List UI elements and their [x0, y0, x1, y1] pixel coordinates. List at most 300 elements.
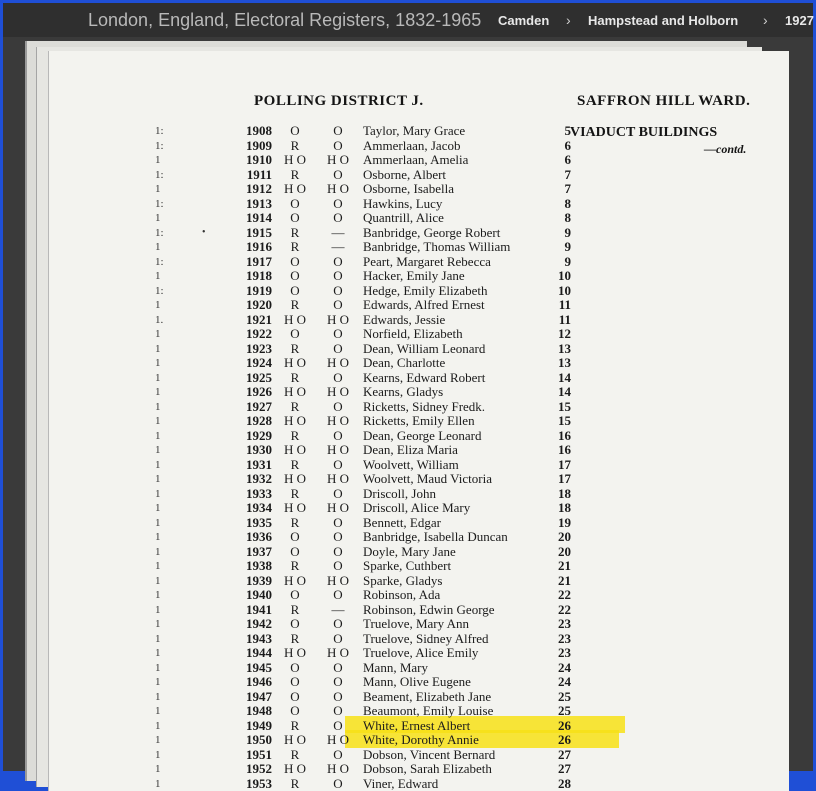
register-row [49, 733, 789, 748]
elector-name: Kearns, Edward Robert [363, 371, 485, 385]
qualification-2: O [321, 284, 355, 298]
elector-name: Woolvett, Maud Victoria [363, 472, 492, 486]
house-number: 17 [549, 472, 571, 486]
margin-mark: 1 [155, 632, 161, 646]
qualification-2: H O [321, 501, 355, 515]
elector-number: 1921 [236, 313, 272, 327]
margin-mark: 1 [155, 211, 161, 225]
top-bar [3, 3, 813, 37]
register-row [49, 632, 789, 647]
elector-number: 1940 [236, 588, 272, 602]
qualification-1: R [281, 777, 309, 791]
qualification-1: O [281, 327, 309, 341]
elector-number: 1912 [236, 182, 272, 196]
elector-name: Banbridge, Thomas William [363, 240, 510, 254]
register-row [49, 356, 789, 371]
elector-number: 1945 [236, 661, 272, 675]
qualification-2: O [321, 342, 355, 356]
house-number: 15 [549, 414, 571, 428]
house-number: 10 [549, 269, 571, 283]
viewer-frame [3, 3, 813, 771]
elector-name: Bennett, Edgar [363, 516, 441, 530]
qualification-1: O [281, 690, 309, 704]
house-number: 8 [549, 211, 571, 225]
margin-mark: 1 [155, 559, 161, 573]
elector-name: Taylor, Mary Grace [363, 124, 465, 138]
elector-name: White, Dorothy Annie [363, 733, 479, 747]
ward-header: SAFFRON HILL WARD. [577, 93, 750, 110]
qualification-2: O [321, 588, 355, 602]
elector-number: 1948 [236, 704, 272, 718]
elector-name: Ricketts, Sidney Fredk. [363, 400, 485, 414]
register-row [49, 690, 789, 705]
register-row [49, 719, 789, 734]
qualification-2: O [321, 748, 355, 762]
margin-mark: 1 [155, 777, 161, 791]
register-row [49, 646, 789, 661]
elector-number: 1919 [236, 284, 272, 298]
qualification-1: H O [281, 356, 309, 370]
register-row [49, 574, 789, 589]
elector-name: Woolvett, William [363, 458, 459, 472]
qualification-2: O [321, 429, 355, 443]
image-viewer[interactable] [3, 37, 813, 771]
margin-mark: 1 [155, 356, 161, 370]
elector-name: Truelove, Mary Ann [363, 617, 469, 631]
qualification-1: O [281, 661, 309, 675]
register-row [49, 530, 789, 545]
house-number: 9 [549, 226, 571, 240]
margin-mark: 1 [155, 516, 161, 530]
house-number: 20 [549, 530, 571, 544]
margin-mark: 1 [155, 530, 161, 544]
register-row [49, 313, 789, 328]
register-row [49, 298, 789, 313]
elector-number: 1918 [236, 269, 272, 283]
elector-number: 1947 [236, 690, 272, 704]
house-number: 25 [549, 704, 571, 718]
elector-name: Dobson, Vincent Bernard [363, 748, 495, 762]
qualification-2: O [321, 139, 355, 153]
elector-number: 1925 [236, 371, 272, 385]
register-row [49, 472, 789, 487]
elector-number: 1936 [236, 530, 272, 544]
elector-number: 1938 [236, 559, 272, 573]
house-number: 9 [549, 240, 571, 254]
house-number: 7 [549, 168, 571, 182]
qualification-1: H O [281, 385, 309, 399]
qualification-2: O [321, 327, 355, 341]
elector-name: Edwards, Jessie [363, 313, 445, 327]
qualification-2: H O [321, 153, 355, 167]
register-row [49, 226, 789, 241]
qualification-1: R [281, 168, 309, 182]
qualification-1: R [281, 516, 309, 530]
register-row [49, 240, 789, 255]
margin-mark: 1 [155, 704, 161, 718]
breadcrumb-year[interactable]: 1927 [785, 13, 814, 28]
qualification-2: H O [321, 182, 355, 196]
qualification-2: H O [321, 646, 355, 660]
qualification-1: R [281, 487, 309, 501]
qualification-1: O [281, 284, 309, 298]
register-row [49, 385, 789, 400]
elector-number: 1909 [236, 139, 272, 153]
elector-number: 1932 [236, 472, 272, 486]
register-row [49, 197, 789, 212]
qualification-2: O [321, 298, 355, 312]
elector-number: 1920 [236, 298, 272, 312]
house-number: 19 [549, 516, 571, 530]
qualification-1: H O [281, 574, 309, 588]
margin-mark: 1 [155, 762, 161, 776]
qualification-1: H O [281, 472, 309, 486]
qualification-1: H O [281, 414, 309, 428]
elector-name: Ammerlaan, Jacob [363, 139, 460, 153]
elector-name: Quantrill, Alice [363, 211, 444, 225]
elector-name: Banbridge, Isabella Duncan [363, 530, 508, 544]
elector-number: 1951 [236, 748, 272, 762]
qualification-1: O [281, 124, 309, 138]
qualification-1: H O [281, 501, 309, 515]
register-row [49, 327, 789, 342]
elector-name: Robinson, Edwin George [363, 603, 495, 617]
margin-mark: 1 [155, 603, 161, 617]
qualification-1: R [281, 371, 309, 385]
qualification-1: R [281, 226, 309, 240]
house-number: 11 [549, 313, 571, 327]
house-number: 17 [549, 458, 571, 472]
house-number: 24 [549, 675, 571, 689]
house-number: 9 [549, 255, 571, 269]
qualification-2: O [321, 400, 355, 414]
house-number: 26 [549, 719, 571, 733]
house-number: 20 [549, 545, 571, 559]
qualification-1: O [281, 704, 309, 718]
elector-number: 1924 [236, 356, 272, 370]
register-row [49, 153, 789, 168]
qualification-1: R [281, 139, 309, 153]
qualification-2: — [321, 240, 355, 254]
house-number: 16 [549, 443, 571, 457]
elector-name: Dean, George Leonard [363, 429, 482, 443]
margin-mark: 1 [155, 269, 161, 283]
margin-mark: 1 [155, 400, 161, 414]
qualification-1: R [281, 298, 309, 312]
qualification-2: H O [321, 414, 355, 428]
qualification-1: O [281, 545, 309, 559]
elector-number: 1931 [236, 458, 272, 472]
house-number: 18 [549, 487, 571, 501]
qualification-2: O [321, 617, 355, 631]
elector-number: 1942 [236, 617, 272, 631]
elector-number: 1914 [236, 211, 272, 225]
register-row [49, 516, 789, 531]
elector-number: 1941 [236, 603, 272, 617]
elector-name: Osborne, Albert [363, 168, 446, 182]
qualification-2: O [321, 487, 355, 501]
margin-mark: 1 [155, 182, 161, 196]
breadcrumb-camden[interactable]: Camden [498, 13, 549, 28]
elector-name: Ammerlaan, Amelia [363, 153, 468, 167]
register-row [49, 255, 789, 270]
qualification-2: — [321, 603, 355, 617]
qualification-1: R [281, 632, 309, 646]
qualification-2: O [321, 632, 355, 646]
breadcrumb-hampstead-and-holborn[interactable]: Hampstead and Holborn [588, 13, 738, 28]
qualification-2: H O [321, 313, 355, 327]
chevron-right-icon: › [763, 12, 768, 28]
register-row [49, 458, 789, 473]
house-number: 6 [549, 153, 571, 167]
margin-mark: 1 [155, 545, 161, 559]
elector-name: Hedge, Emily Elizabeth [363, 284, 488, 298]
house-number: 27 [549, 762, 571, 776]
chevron-right-icon: › [566, 12, 571, 28]
elector-number: 1949 [236, 719, 272, 733]
qualification-2: O [321, 530, 355, 544]
qualification-1: R [281, 342, 309, 356]
register-row [49, 545, 789, 560]
qualification-2: H O [321, 762, 355, 776]
qualification-1: H O [281, 443, 309, 457]
margin-mark: 1: [155, 139, 164, 153]
elector-name: Hawkins, Lucy [363, 197, 442, 211]
margin-mark: 1: [155, 168, 164, 182]
elector-number: 1927 [236, 400, 272, 414]
register-row [49, 588, 789, 603]
qualification-2: O [321, 675, 355, 689]
elector-name: Truelove, Alice Emily [363, 646, 478, 660]
qualification-2: O [321, 516, 355, 530]
qualification-2: H O [321, 356, 355, 370]
house-number: 21 [549, 559, 571, 573]
house-number: 14 [549, 371, 571, 385]
elector-name: Hacker, Emily Jane [363, 269, 465, 283]
house-number: 11 [549, 298, 571, 312]
elector-number: 1933 [236, 487, 272, 501]
register-row [49, 777, 789, 791]
house-number: 24 [549, 661, 571, 675]
elector-number: 1922 [236, 327, 272, 341]
register-row [49, 617, 789, 632]
margin-mark: 1 [155, 588, 161, 602]
elector-number: 1917 [236, 255, 272, 269]
elector-number: 1952 [236, 762, 272, 776]
elector-name: Dean, William Leonard [363, 342, 485, 356]
qualification-2: O [321, 777, 355, 791]
elector-number: 1926 [236, 385, 272, 399]
qualification-2: H O [321, 574, 355, 588]
margin-mark: 1: [155, 124, 164, 138]
qualification-2: O [321, 559, 355, 573]
house-number: 12 [549, 327, 571, 341]
margin-mark: 1: [155, 255, 164, 269]
margin-mark: 1. [155, 313, 163, 327]
qualification-2: O [321, 168, 355, 182]
elector-name: Banbridge, George Robert [363, 226, 500, 240]
district-header: POLLING DISTRICT J. [254, 93, 424, 110]
house-number: 22 [549, 603, 571, 617]
margin-mark: 1 [155, 153, 161, 167]
margin-mark: 1 [155, 458, 161, 472]
house-number: 10 [549, 284, 571, 298]
qualification-1: R [281, 240, 309, 254]
elector-number: 1929 [236, 429, 272, 443]
margin-mark: 1 [155, 298, 161, 312]
margin-mark: 1 [155, 240, 161, 254]
elector-number: 1937 [236, 545, 272, 559]
elector-number: 1953 [236, 777, 272, 791]
margin-mark: 1 [155, 385, 161, 399]
register-page [48, 51, 789, 791]
qualification-1: R [281, 400, 309, 414]
elector-name: Viner, Edward [363, 777, 438, 791]
house-number: 8 [549, 197, 571, 211]
house-number: 13 [549, 342, 571, 356]
qualification-1: O [281, 211, 309, 225]
qualification-1: R [281, 603, 309, 617]
elector-number: 1943 [236, 632, 272, 646]
register-row [49, 182, 789, 197]
house-number: 26 [549, 733, 571, 747]
elector-number: 1930 [236, 443, 272, 457]
register-row [49, 748, 789, 763]
register-row [49, 501, 789, 516]
qualification-2: O [321, 269, 355, 283]
register-row [49, 342, 789, 357]
elector-number: 1950 [236, 733, 272, 747]
margin-mark: 1 [155, 733, 161, 747]
margin-mark: 1 [155, 414, 161, 428]
margin-mark: 1 [155, 501, 161, 515]
house-number: 28 [549, 777, 571, 791]
margin-mark: 1 [155, 443, 161, 457]
elector-number: 1935 [236, 516, 272, 530]
house-number: 27 [549, 748, 571, 762]
qualification-2: O [321, 371, 355, 385]
elector-number: 1911 [236, 168, 272, 182]
register-row [49, 762, 789, 777]
qualification-1: O [281, 588, 309, 602]
elector-name: Peart, Margaret Rebecca [363, 255, 491, 269]
qualification-1: O [281, 197, 309, 211]
qualification-2: H O [321, 472, 355, 486]
street-heading: VIADUCT BUILDINGS [570, 125, 717, 141]
house-number: 7 [549, 182, 571, 196]
qualification-1: H O [281, 182, 309, 196]
margin-mark: 1 [155, 675, 161, 689]
qualification-2: O [321, 197, 355, 211]
elector-number: 1915 [236, 226, 272, 240]
elector-number: 1946 [236, 675, 272, 689]
elector-number: 1939 [236, 574, 272, 588]
qualification-1: R [281, 429, 309, 443]
register-row [49, 284, 789, 299]
elector-name: Beaumont, Emily Louise [363, 704, 493, 718]
elector-name: Doyle, Mary Jane [363, 545, 456, 559]
house-number: 15 [549, 400, 571, 414]
house-number: 14 [549, 385, 571, 399]
margin-mark: 1 [155, 661, 161, 675]
elector-name: Mann, Olive Eugene [363, 675, 471, 689]
register-row [49, 429, 789, 444]
elector-number: 1908 [236, 124, 272, 138]
qualification-1: H O [281, 313, 309, 327]
qualification-2: — [321, 226, 355, 240]
register-row [49, 443, 789, 458]
elector-number: 1944 [236, 646, 272, 660]
margin-mark: 1 [155, 342, 161, 356]
margin-mark: 1 [155, 646, 161, 660]
qualification-2: O [321, 211, 355, 225]
margin-mark: 1 [155, 574, 161, 588]
register-row [49, 139, 789, 154]
house-number: 13 [549, 356, 571, 370]
elector-name: Dobson, Sarah Elizabeth [363, 762, 492, 776]
margin-mark: 1 [155, 371, 161, 385]
register-entries [49, 124, 789, 791]
elector-name: Mann, Mary [363, 661, 428, 675]
qualification-2: O [321, 704, 355, 718]
elector-name: Robinson, Ada [363, 588, 440, 602]
margin-mark: 1: [155, 284, 164, 298]
qualification-2: O [321, 545, 355, 559]
house-number: 25 [549, 690, 571, 704]
house-number: 21 [549, 574, 571, 588]
qualification-1: O [281, 675, 309, 689]
qualification-1: H O [281, 153, 309, 167]
qualification-1: R [281, 748, 309, 762]
qualification-2: H O [321, 733, 355, 747]
house-number: 23 [549, 632, 571, 646]
qualification-2: H O [321, 385, 355, 399]
register-row [49, 704, 789, 719]
register-row [49, 675, 789, 690]
elector-name: Dean, Charlotte [363, 356, 445, 370]
qualification-1: O [281, 617, 309, 631]
margin-mark: 1 [155, 690, 161, 704]
elector-number: 1913 [236, 197, 272, 211]
house-number: 23 [549, 646, 571, 660]
house-number: 23 [549, 617, 571, 631]
elector-name: Driscoll, John [363, 487, 436, 501]
margin-mark: 1 [155, 617, 161, 631]
elector-name: Beament, Elizabeth Jane [363, 690, 491, 704]
register-row [49, 603, 789, 618]
elector-name: Norfield, Elizabeth [363, 327, 463, 341]
margin-mark: 1: [155, 197, 164, 211]
qualification-2: O [321, 719, 355, 733]
margin-mark: 1: [155, 226, 164, 240]
qualification-1: H O [281, 733, 309, 747]
elector-name: White, Ernest Albert [363, 719, 470, 733]
margin-mark: 1 [155, 748, 161, 762]
margin-mark: 1 [155, 429, 161, 443]
elector-number: 1916 [236, 240, 272, 254]
qualification-1: O [281, 255, 309, 269]
elector-name: Kearns, Gladys [363, 385, 443, 399]
qualification-1: R [281, 458, 309, 472]
continued-note: —contd. [704, 142, 746, 157]
qualification-2: O [321, 124, 355, 138]
margin-mark: 1 [155, 487, 161, 501]
register-row [49, 211, 789, 226]
elector-number: 1928 [236, 414, 272, 428]
house-number: 18 [549, 501, 571, 515]
qualification-1: H O [281, 646, 309, 660]
house-number: 6 [549, 139, 571, 153]
